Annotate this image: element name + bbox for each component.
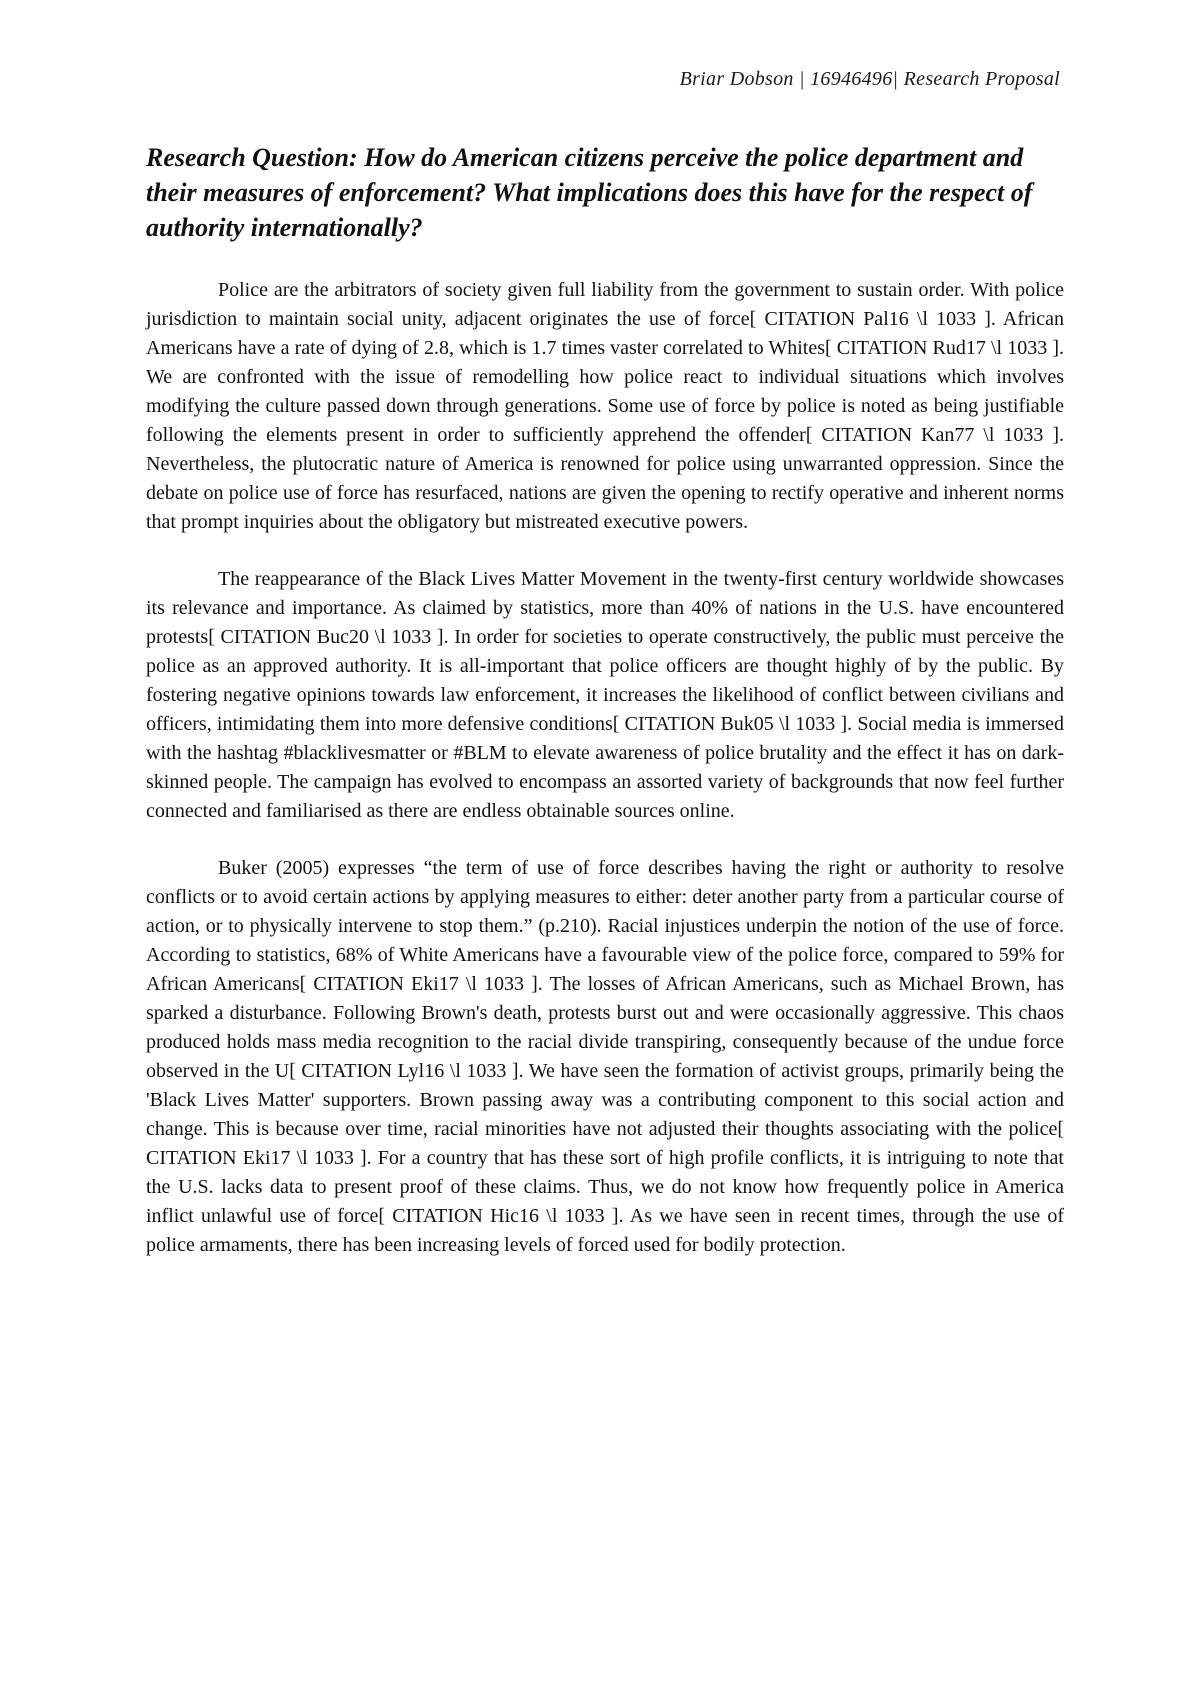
paragraph-police-use-of-force: Police are the arbitrators of society given full liability from the government to sustain order. With police jurisdiction to maintain social unity, adjacent originates the use of force[ CITATION Pal16 \l 1033 ]. African Americans have a rate of dying of 2.8, which is 1.7 times vaster correlated to Whites[ CITATION Rud17 \l 1033 ]. We are confronted with the issue of remodelling how police react to individual situations which involves modifying the culture passed down through generations. Some use of force by police is noted as being justifiable following the elements present in order to sufficiently apprehend the offender[ CITATION Kan77 \l 1033 ]. Nevertheless, the plutocratic nature of America is renowned for police using unwarranted oppression. Since the debate on police use of force has resurfaced, nations are given the opening to rectify operative and inherent norms that prompt inquiries about the obligatory but mistreated executive powers.: [146, 279, 1064, 533]
paragraph-buker-use-of-force: Buker (2005) expresses “the term of use of force describes having the right or authority to resolve conflicts or to avoid certain actions by applying measures to either: deter another party from a particular course of action, or to physically intervene to stop them.” (p.210). Racial injustices underpin the notion of the use of force. According to statistics, 68% of White Americans have a favourable view of the police force, compared to 59% for African Americans[ CITATION Eki17 \l 1033 ]. The losses of African Americans, such as Michael Brown, has sparked a disturbance. Following Brown's death, protests burst out and were occasionally aggressive. This chaos produced holds mass media recognition to the racial divide transpiring, consequently because of the undue force observed in the U[ CITATION Lyl16 \l 1033 ]. We have seen the formation of activist groups, primarily being the 'Black Lives Matter' supporters. Brown passing away was a contributing component to this social action and change. This is because over time, racial minorities have not adjusted their thoughts associating with the police[ CITATION Eki17 \l 1033 ]. For a country that has these sort of high profile conflicts, it is intriguing to note that the U.S. lacks data to present proof of these claims. Thus, we do not know how frequently police in America inflict unlawful use of force[ CITATION Hic16 \l 1033 ]. As we have seen in recent times, through the use of police armaments, there has been increasing levels of forced used for bodily protection.: [146, 857, 1064, 1256]
paragraph-black-lives-matter: The reappearance of the Black Lives Matter Movement in the twenty-first century worldwide showcases its relevance and importance. As claimed by statistics, more than 40% of nations in the U.S. have encountered protests[ CITATION Buc20 \l 1033 ]. In order for societies to operate constructively, the public must perceive the police as an approved authority. It is all-important that police officers are thought highly of by the public. By fostering negative opinions towards law enforcement, it increases the likelihood of conflict between civilians and officers, intimidating them into more defensive conditions[ CITATION Buk05 \l 1033 ]. Social media is immersed with the hashtag #blacklivesmatter or #BLM to elevate awareness of police brutality and the effect it has on dark-skinned people. The campaign has evolved to encompass an assorted variety of backgrounds that now feel further connected and familiarised as there are endless obtainable sources online.: [146, 568, 1064, 822]
running-header: Briar Dobson | 16946496| Research Proposal: [679, 68, 1060, 90]
research-question-heading: Research Question: How do American citizens perceive the police department and their measures of enforcement? What implications does this have for the respect of authority internationally?: [146, 143, 1033, 242]
body-text: [146, 276, 1064, 1288]
